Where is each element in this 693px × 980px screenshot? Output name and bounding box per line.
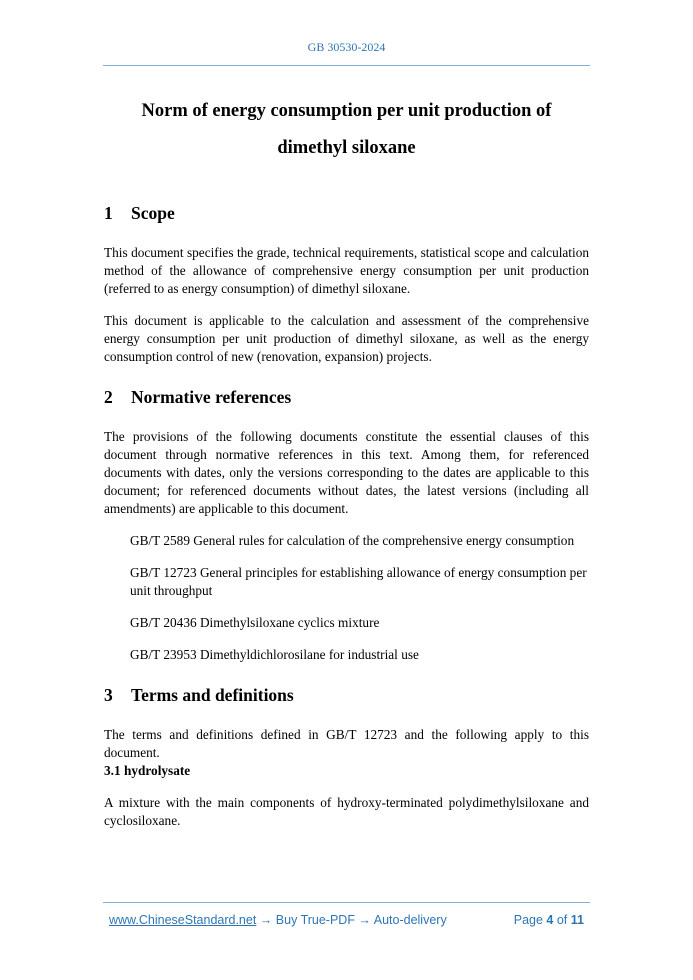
- document-body: [104, 200, 589, 830]
- reference-item: GB/T 23953 Dimethyldichlorosilane for industrial use: [130, 647, 419, 662]
- title-line-1: Norm of energy consumption per unit production of: [141, 101, 552, 121]
- page-label: Page: [513, 913, 543, 927]
- document-header-code: GB 30530-2024: [307, 40, 386, 54]
- header-divider: [103, 65, 590, 66]
- document-title: [103, 93, 590, 167]
- page-indicator: [514, 913, 584, 927]
- reference-item: GB/T 12723 General principles for establishing allowance of energy consumption per unit throughput: [130, 565, 587, 598]
- page-total: 11: [570, 913, 584, 927]
- section-number: 1: [104, 203, 113, 223]
- auto-delivery-text: Auto-delivery: [373, 913, 447, 927]
- reference-item: GB/T 2589 General rules for calculation of the comprehensive energy consumption: [130, 533, 575, 548]
- arrow-right-icon: →: [358, 913, 371, 927]
- scope-paragraph-1: This document specifies the grade, technical requirements, statistical scope and calculation method of the allowance of comprehensive energy consumption per unit production (referred to as energy consumption) of dimethyl siloxane.: [104, 245, 589, 296]
- of-label: of: [556, 913, 568, 927]
- section-title: Scope: [131, 203, 175, 223]
- term-definition-hydrolysate: A mixture with the main components of hydroxy-terminated polydimethylsiloxane and cyclosiloxane.: [104, 795, 589, 828]
- section-title: Terms and definitions: [131, 685, 294, 705]
- section-title: Normative references: [131, 387, 292, 407]
- scope-paragraph-2: This document is applicable to the calculation and assessment of the comprehensive energy consumption per unit production of dimethyl siloxane, as well as the energy consumption control of new (renovation, expansion) projects.: [104, 313, 589, 364]
- section-heading-scope: [104, 200, 589, 226]
- section-number: 3: [104, 685, 113, 705]
- arrow-right-icon: →: [259, 913, 273, 927]
- footer-divider: [103, 902, 590, 903]
- section-heading-normative-references: [104, 384, 589, 410]
- reference-item: GB/T 20436 Dimethylsiloxane cyclics mixture: [130, 615, 380, 630]
- title-line-2: dimethyl siloxane: [277, 138, 416, 158]
- references-paragraph: The provisions of the following documents constitute the essential clauses of this document through normative references in this text. Among them, for referenced documents with dates, only the versions corresponding to the dates are applicable to this document; for referenced documents without dates, the latest versions (including all amendments) are applicable to this document.: [104, 429, 589, 516]
- website-link[interactable]: www.ChineseStandard.net: [109, 913, 257, 927]
- section-heading-terms-and-definitions: [104, 682, 589, 708]
- page-footer: [109, 913, 589, 927]
- buy-true-pdf-text: Buy True-PDF: [275, 913, 355, 927]
- section-number: 2: [104, 387, 113, 407]
- term-heading-hydrolysate: 3.1 hydrolysate: [104, 763, 191, 778]
- page-number: 4: [546, 913, 554, 927]
- terms-paragraph: The terms and definitions defined in GB/T 12723 and the following apply to this document.: [104, 727, 589, 760]
